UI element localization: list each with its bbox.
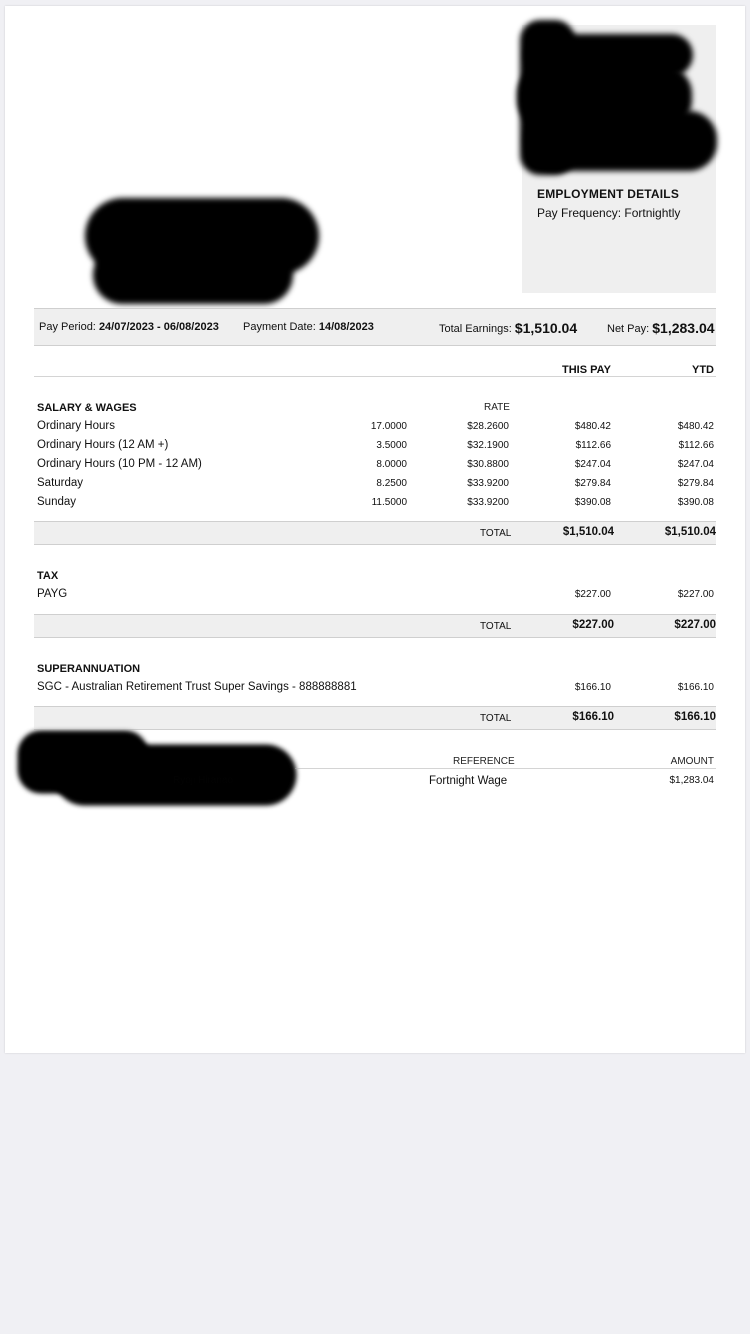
super-total-ytd: $166.10	[674, 711, 716, 723]
salary-row-rate: $33.9200	[467, 497, 509, 508]
salary-row-label: Ordinary Hours (10 PM - 12 AM)	[37, 458, 202, 470]
super-row-ytd: $166.10	[677, 682, 714, 693]
salary-row-ytd: $480.42	[677, 421, 714, 432]
salary-row-label: Sunday	[37, 496, 77, 508]
salary-row-hours: 11.5000	[371, 497, 407, 508]
rate-header: RATE	[484, 402, 510, 413]
salary-row-rate: $32.1900	[467, 440, 509, 451]
salary-row-label: Ordinary Hours (12 AM +)	[37, 439, 169, 451]
salary-row-label: Ordinary Hours	[37, 420, 115, 432]
salary-row-label: Saturday	[37, 477, 84, 489]
employment-details-title: EMPLOYMENT DETAILS	[537, 187, 680, 201]
salary-row-rate: $30.8800	[467, 459, 509, 470]
tax-row-this-pay: $227.00	[574, 589, 611, 600]
net-pay-label: Net Pay:	[607, 323, 650, 335]
total-earnings	[439, 319, 577, 335]
tax-row-ytd: $227.00	[677, 589, 714, 600]
salary-section-title: SALARY & WAGES	[37, 402, 137, 414]
pay-summary-bar	[34, 308, 716, 346]
pay-period-value: 24/07/2023 - 06/08/2023	[98, 321, 219, 333]
pay-period-label: Pay Period:	[39, 321, 96, 333]
salary-row-this-pay: $480.42	[574, 421, 611, 432]
salary-row-rate: $33.9200	[467, 478, 509, 489]
tax-total-ytd: $227.00	[674, 619, 716, 631]
pay-period	[39, 321, 219, 333]
salary-row-this-pay: $112.66	[575, 440, 611, 451]
super-total-this-pay: $166.10	[572, 711, 614, 723]
this-pay-header: THIS PAY	[562, 364, 611, 376]
salary-row-hours: 8.0000	[376, 459, 407, 470]
payment-reference: Fortnight Wage	[429, 775, 508, 787]
salary-row-this-pay: $279.84	[574, 478, 611, 489]
tax-row-label: PAYG	[37, 588, 68, 600]
tax-total-bar	[34, 614, 716, 638]
divider	[295, 768, 716, 769]
reference-header: REFERENCE	[453, 756, 515, 767]
salary-row-this-pay: $247.04	[574, 459, 611, 470]
total-earnings-label: Total Earnings:	[439, 323, 512, 335]
salary-row-rate: $28.2600	[467, 421, 509, 432]
salary-row-hours: 3.5000	[376, 440, 407, 451]
salary-total-label: TOTAL	[480, 528, 512, 539]
total-earnings-value: $1,510.04	[514, 320, 578, 336]
pay-frequency: Pay Frequency: Fortnightly	[537, 206, 681, 220]
divider	[34, 376, 716, 377]
tax-total-label: TOTAL	[480, 621, 512, 632]
salary-total-bar	[34, 521, 716, 545]
super-total-label: TOTAL	[480, 713, 512, 724]
payment-amount: $1,283.04	[669, 775, 714, 786]
ytd-header: YTD	[692, 364, 714, 376]
tax-total-this-pay: $227.00	[572, 619, 614, 631]
net-pay	[607, 319, 715, 335]
salary-total-ytd: $1,510.04	[664, 526, 716, 538]
salary-total-this-pay: $1,510.04	[562, 526, 614, 538]
redaction-scribble	[55, 746, 295, 804]
redaction-scribble	[93, 246, 293, 304]
super-row-this-pay: $166.10	[574, 682, 611, 693]
salary-row-ytd: $390.08	[677, 497, 714, 508]
payslip-page	[5, 6, 745, 1053]
amount-header: AMOUNT	[670, 756, 714, 767]
salary-row-ytd: $279.84	[677, 478, 714, 489]
payment-date-value: 14/08/2023	[318, 321, 374, 333]
salary-row-hours: 8.2500	[376, 478, 407, 489]
payment-date	[243, 321, 374, 333]
salary-row-this-pay: $390.08	[574, 497, 611, 508]
payment-date-label: Payment Date:	[243, 321, 316, 333]
salary-row-ytd: $112.66	[678, 440, 714, 451]
super-section-title: SUPERANNUATION	[37, 663, 141, 675]
super-total-bar	[34, 706, 716, 730]
tax-section-title: TAX	[37, 570, 59, 582]
redaction-scribble	[525, 111, 717, 171]
salary-row-ytd: $247.04	[677, 459, 714, 470]
net-pay-value: $1,283.04	[652, 320, 715, 336]
salary-row-hours: 17.0000	[370, 421, 407, 432]
super-row-label: SGC - Australian Retirement Trust Super Savings - 888888881	[37, 681, 357, 693]
